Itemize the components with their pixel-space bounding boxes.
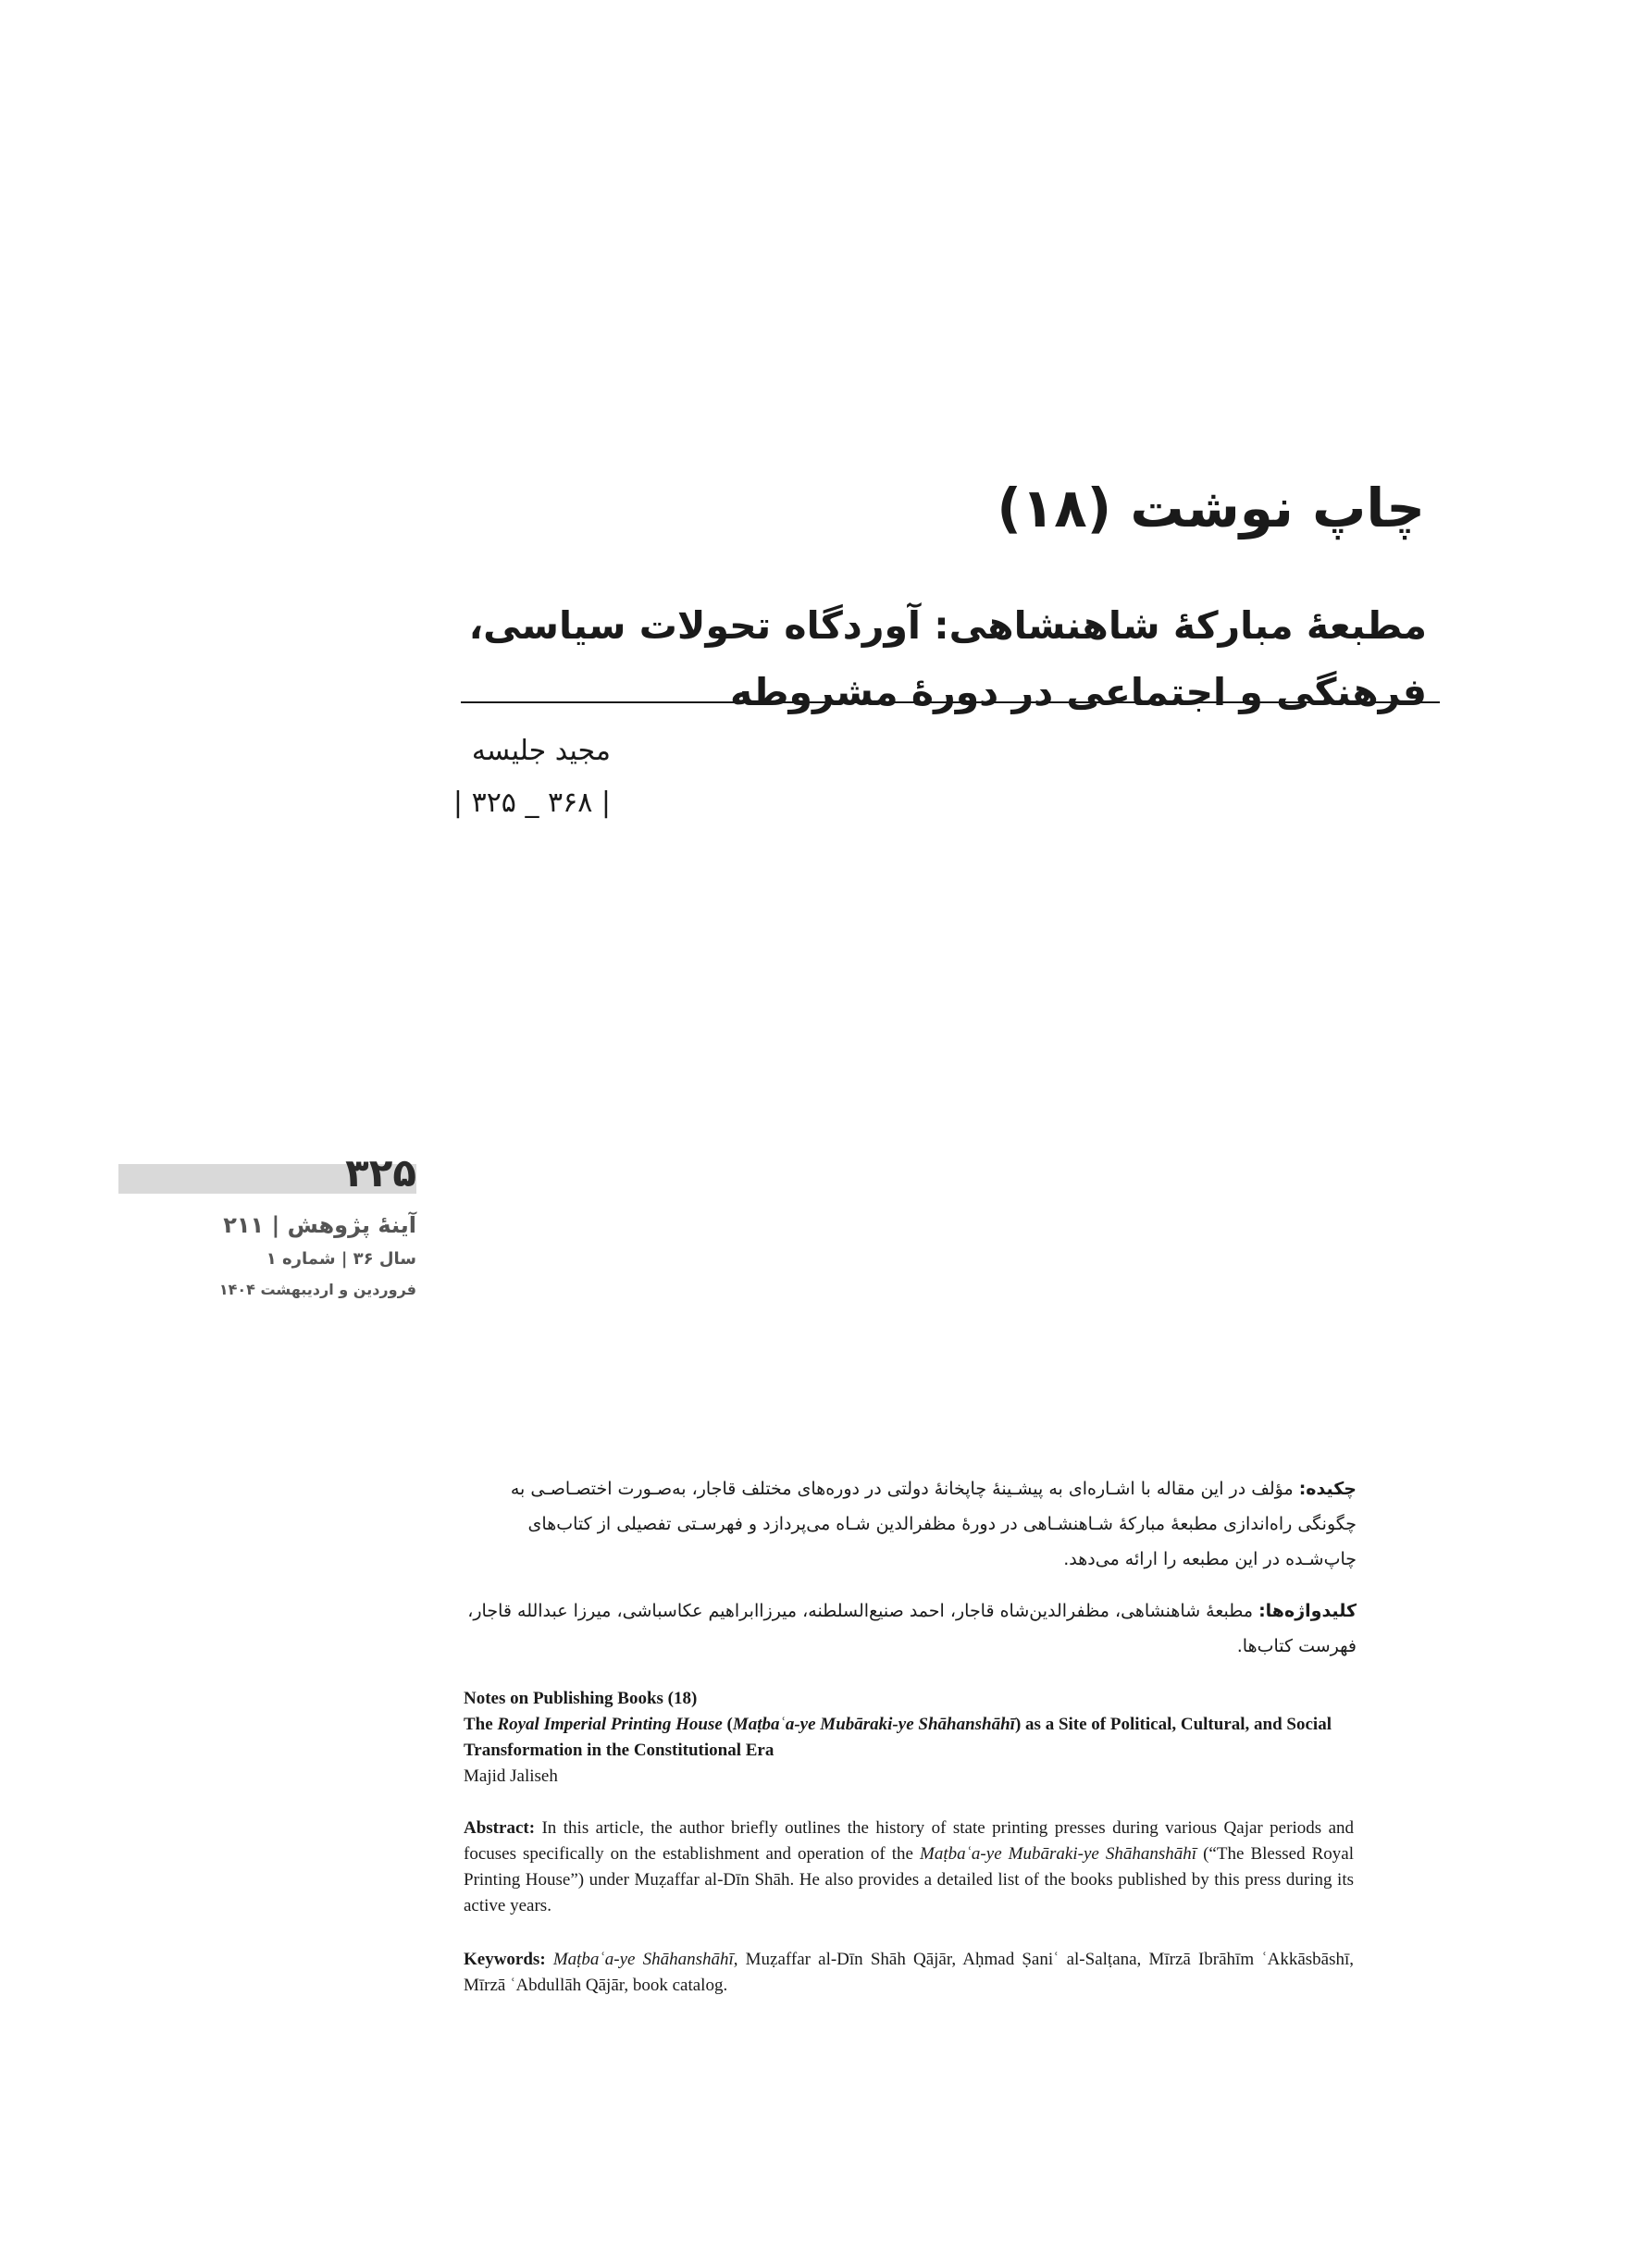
english-abstract-part2: (“The Blessed Royal Printing House”) under Muẓaffar al-Dīn Shāh. He also provides a detailed list of the books published by this press during its active years. (464, 1844, 1355, 1915)
page-number: ۳۲۵ (345, 1150, 416, 1196)
english-abstract-italic: Maṭbaʿa-ye Mubāraki-ye Shāhanshāhī (920, 1844, 1197, 1864)
persian-abstract (463, 1471, 1357, 1577)
persian-keywords (463, 1593, 1357, 1664)
english-title-rest: as a Site of Political, Cultural, and Social Transformation in the Constitutional Era (464, 1715, 1332, 1760)
article-title: مطبعهٔ مبارکهٔ شاهنشاهی: آوردگاه تحولات سیاسی، فرهنگی و اجتماعی در دورهٔ مشروطه (468, 603, 1427, 714)
english-series-title: Notes on Publishing Books (18) (464, 1689, 698, 1708)
english-title-prefix: The (464, 1715, 493, 1734)
english-keywords-rest: , Muẓaffar al-Dīn Shāh Qājār, Aḥmad Ṣaniʿ al-Salṭana, Mīrzā Ibrāhīm ʿAkkāsbāshī, Mīrzā ʿAbdullāh Qājār, book catalog. (464, 1950, 1354, 1995)
english-heading (464, 1686, 1354, 1790)
english-abstract (464, 1816, 1354, 1919)
english-abstract-label: Abstract: (464, 1818, 536, 1838)
english-keywords (464, 1947, 1354, 1999)
journal-name: آینهٔ پژوهش | ۲۱۱ (223, 1212, 416, 1238)
persian-abstract-label: چکیده: (1298, 1479, 1357, 1499)
english-abstract-part1: In this article, the author briefly outlines the history of state printing presses during various Qajar periods and focuses specifically on the establishment and operation of the (464, 1818, 1354, 1864)
english-title-translit: Maṭbaʿa-ye Mubāraki-ye Shāhanshāhī (732, 1715, 1015, 1734)
english-keywords-label: Keywords: (464, 1950, 546, 1969)
series-title: چاپ نوشت (۱۸) (997, 477, 1425, 539)
title-divider (461, 701, 1440, 703)
persian-keywords-text: مطبعهٔ شاهنشاهی، مظفرالدین‌شاه قاجار، احمد صنیع‌السلطنه، میرزاابراهیم عکاسباشی، میرزا عبدالله قاجار، فهرست کتاب‌ها. (467, 1601, 1357, 1656)
persian-abstract-text: مؤلف در این مقاله با اشـاره‌ای به پیشـینهٔ چاپخانهٔ دولتی در دوره‌های مختلف قاجار، به‌صـورت اختصـاصـی به چگونگی راه‌اندازی مطبعهٔ مبارکهٔ شـاهنشـاهی در دورهٔ مظفرالدین شـاه می‌پردازد و فهرسـتی تفصیلی از کتاب‌های چاپ‌شـده در این مطبعه را ارائه می‌دهد. (510, 1479, 1357, 1569)
english-article-title: The Royal Imperial Printing House (Maṭbaʿa-ye Mubāraki-ye Shāhanshāhī) as a Site of Political, Cultural, and Social Transformation in the Constitutional Era (464, 1715, 1332, 1760)
english-title-italic: Royal Imperial Printing House (497, 1715, 723, 1734)
english-author: Majid Jaliseh (464, 1766, 558, 1786)
author-name: مجید جلیسه (471, 735, 611, 767)
journal-volume-issue: سال ۳۶ | شماره ۱ (266, 1249, 416, 1269)
journal-date: فروردین و اردیبهشت ۱۴۰۴ (218, 1281, 416, 1298)
english-keywords-italic: Maṭbaʿa-ye Shāhanshāhī (552, 1950, 734, 1969)
page-range: | ۳۶۸ _ ۳۲۵ | (452, 787, 611, 819)
persian-keywords-label: کلیدواژه‌ها: (1258, 1601, 1357, 1621)
